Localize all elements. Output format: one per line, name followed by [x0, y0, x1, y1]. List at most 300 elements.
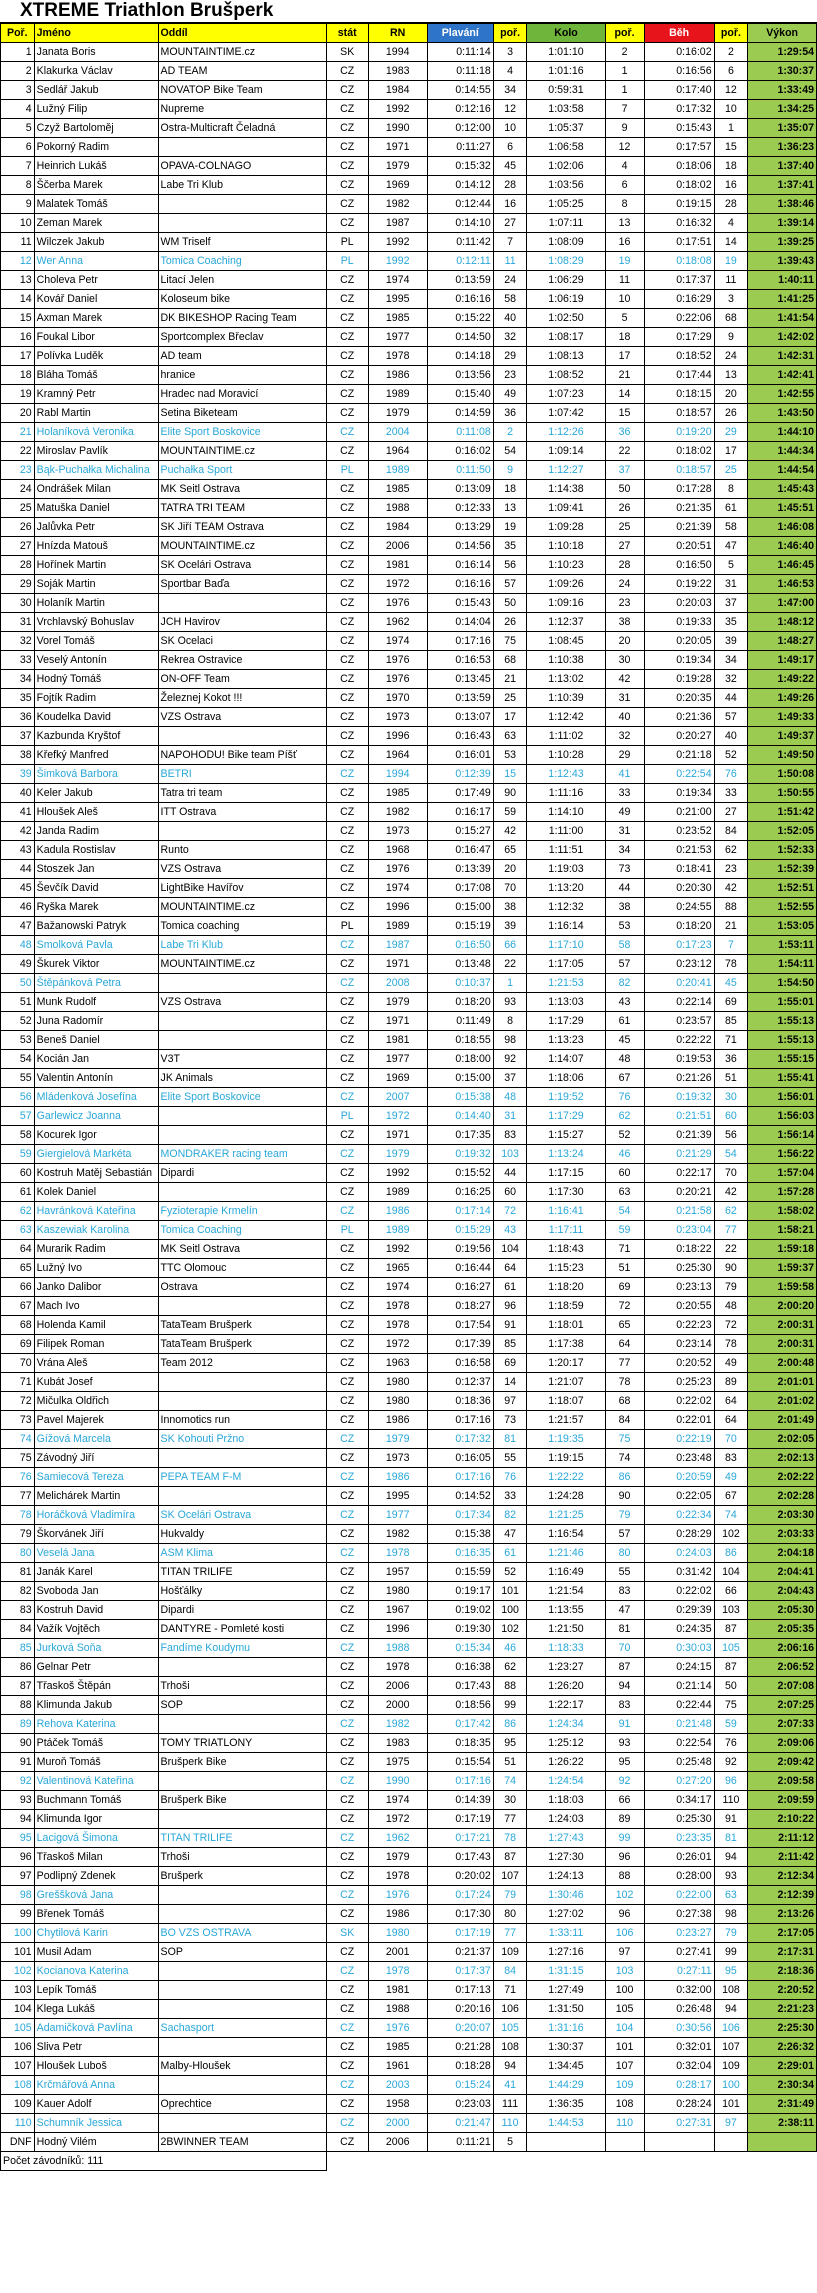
cell-result-time: 1:55:41 — [748, 1069, 817, 1088]
cell-country: CZ — [326, 1677, 368, 1696]
table-row — [1, 461, 817, 480]
cell-country: CZ — [326, 328, 368, 347]
table-row — [1, 1240, 817, 1259]
cell-swim-rank: 68 — [493, 651, 527, 670]
cell-run-rank: 69 — [714, 993, 748, 1012]
cell-swim-rank: 44 — [493, 1164, 527, 1183]
cell-rank: 40 — [1, 784, 35, 803]
cell-run-rank: 90 — [714, 1259, 748, 1278]
cell-result-time: 1:56:01 — [748, 1088, 817, 1107]
table-row — [1, 1658, 817, 1677]
cell-name: Krčmářová Anna — [34, 2076, 158, 2095]
cell-swim-rank: 64 — [493, 1259, 527, 1278]
cell-run-rank: 36 — [714, 1050, 748, 1069]
cell-name: Miroslav Pavlík — [34, 442, 158, 461]
cell-birth-year: 1962 — [368, 1829, 427, 1848]
cell-rank: 47 — [1, 917, 35, 936]
cell-country: CZ — [326, 119, 368, 138]
table-row — [1, 43, 817, 62]
cell-result-time: 2:02:13 — [748, 1449, 817, 1468]
cell-bike-time: 1:07:42 — [527, 404, 605, 423]
table-row — [1, 271, 817, 290]
cell-country: CZ — [326, 1468, 368, 1487]
cell-run-time: 0:22:17 — [644, 1164, 714, 1183]
cell-swim-rank: 7 — [493, 233, 527, 252]
cell-bike-time: 1:17:15 — [527, 1164, 605, 1183]
cell-run-rank: 79 — [714, 1278, 748, 1297]
cell-name: Kramný Petr — [34, 385, 158, 404]
cell-rank: 84 — [1, 1620, 35, 1639]
cell-swim-rank: 42 — [493, 822, 527, 841]
cell-birth-year: 1974 — [368, 1278, 427, 1297]
cell-result-time: 1:49:33 — [748, 708, 817, 727]
cell-country: CZ — [326, 1487, 368, 1506]
cell-country: CZ — [326, 138, 368, 157]
cell-run-time: 0:23:14 — [644, 1335, 714, 1354]
cell-run-time: 0:22:02 — [644, 1582, 714, 1601]
cell-bike-time: 1:12:37 — [527, 613, 605, 632]
cell-name: Kolek Daniel — [34, 1183, 158, 1202]
cell-run-time: 0:19:33 — [644, 613, 714, 632]
cell-run-time: 0:27:31 — [644, 2114, 714, 2133]
cell-rank: 3 — [1, 81, 35, 100]
cell-run-time: 0:28:00 — [644, 1867, 714, 1886]
cell-swim-rank: 94 — [493, 2057, 527, 2076]
cell-run-rank: 14 — [714, 233, 748, 252]
cell-birth-year: 1984 — [368, 81, 427, 100]
cell-rank: 15 — [1, 309, 35, 328]
cell-run-rank: 9 — [714, 328, 748, 347]
cell-bike-time: 1:16:14 — [527, 917, 605, 936]
cell-swim-time: 0:17:16 — [427, 1468, 493, 1487]
cell-rank: 64 — [1, 1240, 35, 1259]
cell-rank: 19 — [1, 385, 35, 404]
cell-rank: 62 — [1, 1202, 35, 1221]
cell-run-rank: 78 — [714, 1335, 748, 1354]
cell-run-time: 0:18:57 — [644, 404, 714, 423]
cell-run-time: 0:21:26 — [644, 1069, 714, 1088]
page-title: XTREME Triathlon Brušperk — [20, 0, 274, 21]
cell-birth-year: 1971 — [368, 955, 427, 974]
cell-run-rank: 79 — [714, 1924, 748, 1943]
table-row — [1, 556, 817, 575]
cell-run-rank: 10 — [714, 100, 748, 119]
cell-result-time: 2:01:49 — [748, 1411, 817, 1430]
cell-name: Horáčková Vladimíra — [34, 1506, 158, 1525]
cell-bike-rank: 83 — [605, 1582, 644, 1601]
cell-rank: 107 — [1, 2057, 35, 2076]
cell-bike-time: 1:09:41 — [527, 499, 605, 518]
cell-bike-time: 1:17:29 — [527, 1012, 605, 1031]
cell-name: Melichárek Martin — [34, 1487, 158, 1506]
cell-result-time: 1:33:49 — [748, 81, 817, 100]
cell-swim-rank: 18 — [493, 480, 527, 499]
cell-bike-time: 1:18:43 — [527, 1240, 605, 1259]
cell-country: CZ — [326, 214, 368, 233]
cell-swim-time: 0:11:49 — [427, 1012, 493, 1031]
cell-run-rank: 77 — [714, 1221, 748, 1240]
cell-run-rank: 101 — [714, 2095, 748, 2114]
cell-swim-time: 0:12:39 — [427, 765, 493, 784]
cell-run-time: 0:20:52 — [644, 1354, 714, 1373]
cell-rank: 4 — [1, 100, 35, 119]
cell-country: CZ — [326, 955, 368, 974]
cell-swim-time: 0:15:38 — [427, 1088, 493, 1107]
cell-swim-rank: 61 — [493, 1278, 527, 1297]
cell-bike-time: 1:24:54 — [527, 1772, 605, 1791]
cell-club: 2BWINNER TEAM — [158, 2133, 326, 2152]
cell-run-rank: 78 — [714, 955, 748, 974]
cell-name: Vorel Tomáš — [34, 632, 158, 651]
cell-birth-year: 1982 — [368, 1715, 427, 1734]
cell-result-time: 2:01:01 — [748, 1373, 817, 1392]
cell-club: TTC Olomouc — [158, 1259, 326, 1278]
cell-swim-time: 0:14:55 — [427, 81, 493, 100]
cell-result-time: 1:51:42 — [748, 803, 817, 822]
table-row — [1, 670, 817, 689]
cell-bike-rank: 94 — [605, 1677, 644, 1696]
cell-club: Fandíme Koudymu — [158, 1639, 326, 1658]
cell-bike-time: 1:17:29 — [527, 1107, 605, 1126]
cell-club: TITAN TRILIFE — [158, 1829, 326, 1848]
table-row — [1, 1107, 817, 1126]
cell-name: Holaník Martin — [34, 594, 158, 613]
cell-birth-year: 1965 — [368, 1259, 427, 1278]
table-row — [1, 1525, 817, 1544]
cell-run-rank: 8 — [714, 480, 748, 499]
cell-club: JCH Havirov — [158, 613, 326, 632]
cell-name: Svoboda Jan — [34, 1582, 158, 1601]
cell-birth-year: 2000 — [368, 2114, 427, 2133]
cell-swim-time: 0:17:14 — [427, 1202, 493, 1221]
cell-club — [158, 1886, 326, 1905]
cell-swim-rank: 45 — [493, 157, 527, 176]
cell-swim-rank: 72 — [493, 1202, 527, 1221]
cell-bike-rank: 63 — [605, 1183, 644, 1202]
cell-club: Litací Jelen — [158, 271, 326, 290]
cell-run-time: 0:18:08 — [644, 252, 714, 271]
cell-result-time: 2:17:31 — [748, 1943, 817, 1962]
cell-rank: 14 — [1, 290, 35, 309]
cell-swim-rank: 82 — [493, 1506, 527, 1525]
cell-country: CZ — [326, 1430, 368, 1449]
cell-swim-rank: 105 — [493, 2019, 527, 2038]
cell-country: CZ — [326, 860, 368, 879]
cell-bike-time: 1:18:33 — [527, 1639, 605, 1658]
cell-bike-rank: 76 — [605, 1088, 644, 1107]
cell-swim-time: 0:18:27 — [427, 1297, 493, 1316]
cell-swim-rank: 84 — [493, 1962, 527, 1981]
cell-swim-rank: 30 — [493, 1791, 527, 1810]
cell-swim-rank: 60 — [493, 1183, 527, 1202]
cell-rank: 32 — [1, 632, 35, 651]
cell-result-time: 1:48:27 — [748, 632, 817, 651]
cell-bike-time: 1:18:20 — [527, 1278, 605, 1297]
cell-name: Veselý Antonín — [34, 651, 158, 670]
cell-result-time: 1:30:37 — [748, 62, 817, 81]
cell-bike-time: 1:30:37 — [527, 2038, 605, 2057]
cell-bike-time: 1:27:16 — [527, 1943, 605, 1962]
cell-run-rank: 84 — [714, 822, 748, 841]
table-row — [1, 1753, 817, 1772]
header-name: Jméno — [34, 24, 158, 43]
cell-bike-rank: 11 — [605, 271, 644, 290]
cell-run-time: 0:23:52 — [644, 822, 714, 841]
cell-country: CZ — [326, 1772, 368, 1791]
cell-result-time: 1:41:25 — [748, 290, 817, 309]
cell-run-time: 0:27:41 — [644, 1943, 714, 1962]
cell-bike-rank: 17 — [605, 347, 644, 366]
cell-bike-time: 1:13:20 — [527, 879, 605, 898]
cell-club: Brušperk — [158, 1867, 326, 1886]
cell-name: Pokorný Radim — [34, 138, 158, 157]
table-row — [1, 2000, 817, 2019]
cell-swim-time: 0:20:16 — [427, 2000, 493, 2019]
cell-bike-time: 1:14:38 — [527, 480, 605, 499]
cell-name: Lepík Tomáš — [34, 1981, 158, 2000]
table-row — [1, 1012, 817, 1031]
table-row — [1, 537, 817, 556]
cell-result-time: 1:44:54 — [748, 461, 817, 480]
cell-bike-rank: 31 — [605, 689, 644, 708]
cell-club: Ostra-Multicraft Čeladná — [158, 119, 326, 138]
table-row — [1, 1905, 817, 1924]
cell-country: CZ — [326, 670, 368, 689]
cell-swim-time: 0:21:28 — [427, 2038, 493, 2057]
table-row — [1, 1183, 817, 1202]
cell-club: MOUNTAINTIME.cz — [158, 537, 326, 556]
table-row — [1, 1259, 817, 1278]
cell-rank: 73 — [1, 1411, 35, 1430]
table-row — [1, 1620, 817, 1639]
cell-run-rank: 2 — [714, 43, 748, 62]
cell-swim-time: 0:18:20 — [427, 993, 493, 1012]
cell-country: CZ — [326, 1753, 368, 1772]
cell-run-rank: 87 — [714, 1620, 748, 1639]
cell-club — [158, 1107, 326, 1126]
cell-bike-rank: 5 — [605, 309, 644, 328]
header-birth-year: RN — [368, 24, 427, 43]
cell-country: CZ — [326, 1582, 368, 1601]
cell-result-time: 2:20:52 — [748, 1981, 817, 2000]
cell-club — [158, 1183, 326, 1202]
cell-bike-time: 1:12:27 — [527, 461, 605, 480]
cell-bike-rank: 7 — [605, 100, 644, 119]
cell-country: CZ — [326, 898, 368, 917]
cell-rank: 35 — [1, 689, 35, 708]
cell-swim-rank: 17 — [493, 708, 527, 727]
cell-bike-time: 1:01:16 — [527, 62, 605, 81]
cell-run-rank: 27 — [714, 803, 748, 822]
cell-run-time: 0:16:29 — [644, 290, 714, 309]
cell-run-rank: 72 — [714, 1316, 748, 1335]
cell-run-rank: 103 — [714, 1601, 748, 1620]
cell-rank: 7 — [1, 157, 35, 176]
cell-result-time: 1:43:50 — [748, 404, 817, 423]
cell-swim-rank: 85 — [493, 1335, 527, 1354]
cell-name: Matuška Daniel — [34, 499, 158, 518]
cell-name: Kaszewiak Karolina — [34, 1221, 158, 1240]
cell-bike-rank — [605, 2133, 644, 2152]
cell-birth-year: 1958 — [368, 2095, 427, 2114]
table-row — [1, 1924, 817, 1943]
cell-club: SOP — [158, 1943, 326, 1962]
table-row — [1, 955, 817, 974]
cell-birth-year: 2001 — [368, 1943, 427, 1962]
cell-country: CZ — [326, 347, 368, 366]
cell-club: TITAN TRILIFE — [158, 1563, 326, 1582]
cell-run-time: 0:27:38 — [644, 1905, 714, 1924]
cell-rank: 30 — [1, 594, 35, 613]
cell-run-rank: 89 — [714, 1373, 748, 1392]
cell-birth-year: 1995 — [368, 290, 427, 309]
cell-result-time: 1:46:40 — [748, 537, 817, 556]
cell-name: Klakurka Václav — [34, 62, 158, 81]
cell-run-time: 0:26:48 — [644, 2000, 714, 2019]
cell-bike-time: 1:10:39 — [527, 689, 605, 708]
cell-run-rank: 96 — [714, 1772, 748, 1791]
cell-bike-rank: 12 — [605, 138, 644, 157]
cell-bike-rank: 40 — [605, 708, 644, 727]
cell-run-rank: 20 — [714, 385, 748, 404]
cell-swim-time: 0:15:32 — [427, 157, 493, 176]
cell-name: Křefký Manfred — [34, 746, 158, 765]
cell-bike-rank: 105 — [605, 2000, 644, 2019]
cell-birth-year: 1979 — [368, 993, 427, 1012]
cell-bike-rank: 46 — [605, 1145, 644, 1164]
cell-result-time: 2:31:49 — [748, 2095, 817, 2114]
header-result: Výkon — [748, 24, 817, 43]
cell-swim-rank: 86 — [493, 1715, 527, 1734]
cell-rank: 60 — [1, 1164, 35, 1183]
cell-swim-rank: 106 — [493, 2000, 527, 2019]
cell-country: CZ — [326, 746, 368, 765]
cell-bike-time: 1:13:55 — [527, 1601, 605, 1620]
cell-result-time: 1:56:03 — [748, 1107, 817, 1126]
cell-bike-rank: 10 — [605, 290, 644, 309]
cell-swim-rank: 57 — [493, 575, 527, 594]
cell-swim-rank: 51 — [493, 1753, 527, 1772]
cell-swim-rank: 6 — [493, 138, 527, 157]
cell-country: CZ — [326, 556, 368, 575]
cell-country: CZ — [326, 1601, 368, 1620]
cell-swim-rank: 87 — [493, 1848, 527, 1867]
cell-bike-time: 1:02:50 — [527, 309, 605, 328]
cell-run-rank: 62 — [714, 841, 748, 860]
cell-bike-time: 1:44:53 — [527, 2114, 605, 2133]
cell-run-rank: 59 — [714, 1715, 748, 1734]
cell-bike-time: 1:31:16 — [527, 2019, 605, 2038]
cell-birth-year: 1974 — [368, 271, 427, 290]
cell-run-time: 0:20:27 — [644, 727, 714, 746]
cell-name: Holenda Kamil — [34, 1316, 158, 1335]
cell-swim-time: 0:16:05 — [427, 1449, 493, 1468]
cell-bike-rank: 67 — [605, 1069, 644, 1088]
cell-run-time: 0:22:01 — [644, 1411, 714, 1430]
cell-club: SK Ocelári Ostrava — [158, 556, 326, 575]
cell-swim-rank: 97 — [493, 1392, 527, 1411]
cell-rank: 12 — [1, 252, 35, 271]
cell-birth-year: 1989 — [368, 917, 427, 936]
cell-club: Dipardi — [158, 1164, 326, 1183]
cell-rank: 58 — [1, 1126, 35, 1145]
cell-club — [158, 1905, 326, 1924]
cell-bike-time: 1:16:41 — [527, 1202, 605, 1221]
cell-name: Keler Jakub — [34, 784, 158, 803]
cell-run-rank: 88 — [714, 898, 748, 917]
cell-swim-time: 0:17:54 — [427, 1316, 493, 1335]
cell-rank: 88 — [1, 1696, 35, 1715]
table-row — [1, 708, 817, 727]
cell-rank: 39 — [1, 765, 35, 784]
cell-bike-time: 1:24:34 — [527, 1715, 605, 1734]
cell-run-time: 0:20:51 — [644, 537, 714, 556]
cell-name: Janák Karel — [34, 1563, 158, 1582]
cell-country: CZ — [326, 2000, 368, 2019]
cell-name: Rabl Martin — [34, 404, 158, 423]
cell-rank: 53 — [1, 1031, 35, 1050]
cell-country: CZ — [326, 1354, 368, 1373]
cell-birth-year: 1978 — [368, 1544, 427, 1563]
cell-rank: 97 — [1, 1867, 35, 1886]
cell-swim-time: 0:13:59 — [427, 271, 493, 290]
cell-bike-time: 1:11:00 — [527, 822, 605, 841]
cell-run-rank: 87 — [714, 1658, 748, 1677]
cell-bike-time: 1:23:27 — [527, 1658, 605, 1677]
cell-swim-rank: 37 — [493, 1069, 527, 1088]
cell-bike-time: 1:09:14 — [527, 442, 605, 461]
cell-swim-time: 0:19:56 — [427, 1240, 493, 1259]
cell-run-rank: 83 — [714, 1449, 748, 1468]
cell-swim-rank: 56 — [493, 556, 527, 575]
cell-swim-rank: 35 — [493, 537, 527, 556]
cell-name: Klega Lukáš — [34, 2000, 158, 2019]
cell-name: Buchmann Tomáš — [34, 1791, 158, 1810]
cell-country: CZ — [326, 1943, 368, 1962]
cell-swim-rank: 39 — [493, 917, 527, 936]
cell-country: CZ — [326, 1563, 368, 1582]
cell-name: Hořínek Martin — [34, 556, 158, 575]
cell-swim-rank: 103 — [493, 1145, 527, 1164]
cell-country: CZ — [326, 1829, 368, 1848]
cell-country: CZ — [326, 385, 368, 404]
cell-swim-time: 0:15:38 — [427, 1525, 493, 1544]
cell-bike-rank: 100 — [605, 1981, 644, 2000]
cell-run-time: 0:18:06 — [644, 157, 714, 176]
cell-swim-time: 0:15:22 — [427, 309, 493, 328]
cell-result-time: 2:00:48 — [748, 1354, 817, 1373]
cell-bike-time: 1:24:03 — [527, 1810, 605, 1829]
cell-name: Havránková Kateřina — [34, 1202, 158, 1221]
cell-birth-year: 1996 — [368, 898, 427, 917]
cell-birth-year: 1989 — [368, 1221, 427, 1240]
cell-rank: 26 — [1, 518, 35, 537]
cell-rank: 31 — [1, 613, 35, 632]
cell-bike-time: 1:44:29 — [527, 2076, 605, 2095]
cell-birth-year: 1976 — [368, 594, 427, 613]
cell-result-time: 2:13:26 — [748, 1905, 817, 1924]
cell-run-rank: 94 — [714, 2000, 748, 2019]
cell-bike-rank: 6 — [605, 176, 644, 195]
table-row — [1, 2057, 817, 2076]
cell-bike-time: 1:21:07 — [527, 1373, 605, 1392]
table-row — [1, 1278, 817, 1297]
cell-swim-time: 0:16:44 — [427, 1259, 493, 1278]
cell-birth-year: 1974 — [368, 1791, 427, 1810]
cell-swim-rank: 40 — [493, 309, 527, 328]
cell-country: CZ — [326, 575, 368, 594]
table-row — [1, 689, 817, 708]
